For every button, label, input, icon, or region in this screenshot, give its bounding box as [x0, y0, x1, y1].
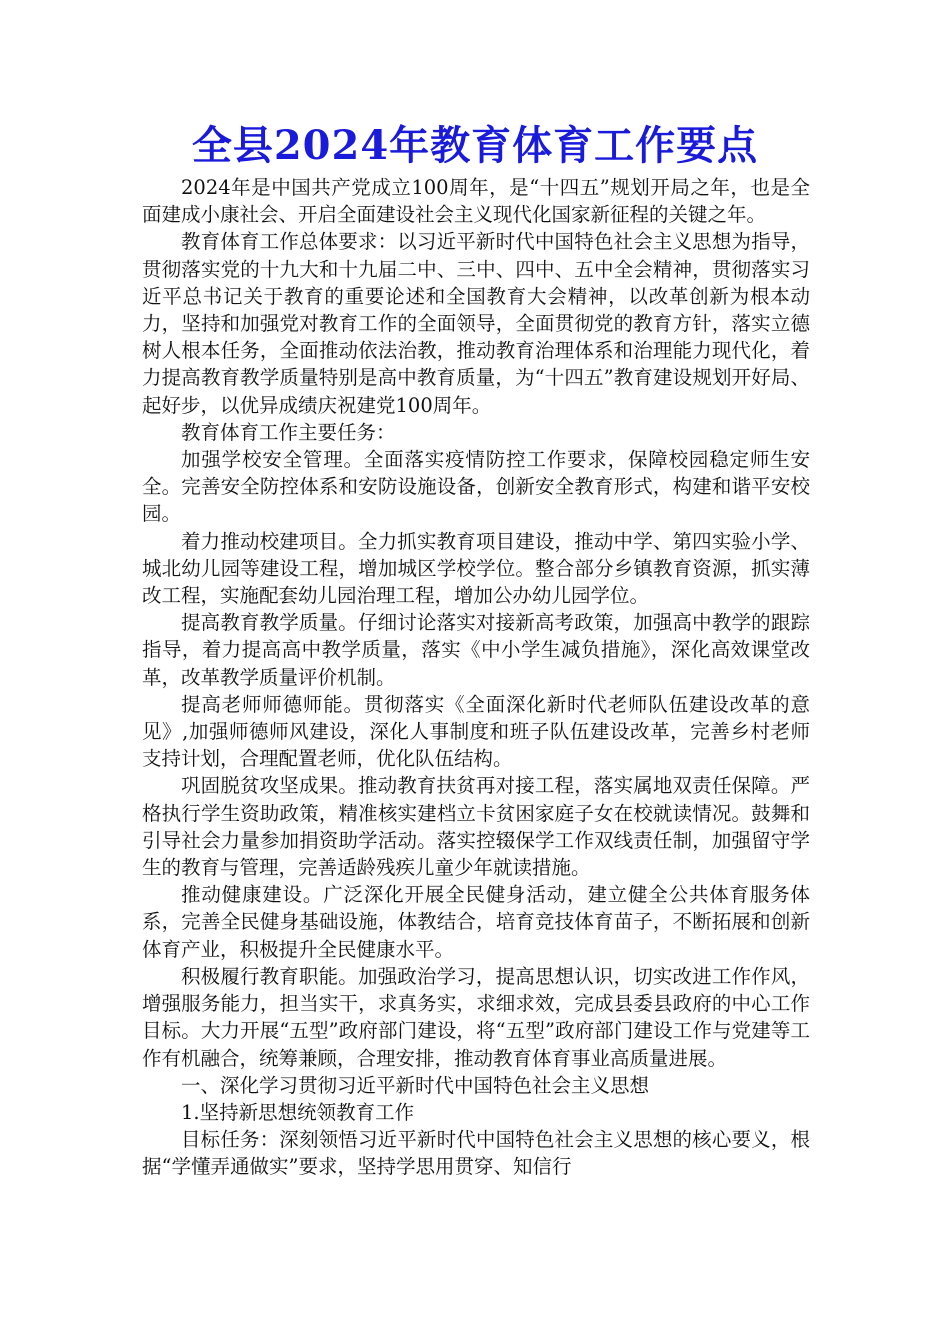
paragraph-target-tasks: 目标任务：深刻领悟习近平新时代中国特色社会主义思想的核心要义，根据“学懂弄通做实”要求，坚持学思用贯穿、知信行 — [142, 1128, 810, 1179]
paragraph-health-building: 推动健康建设。广泛深化开展全民健身活动，建立健全公共体育服务体系，完善全民健身基础设施，体教结合，培育竞技体育苗子，不断拓展和创新体育产业，积极提升全民健康水平。 — [142, 883, 810, 961]
paragraph-overall-requirements: 教育体育工作总体要求：以习近平新时代中国特色社会主义思想为指导，贯彻落实党的十九大和十九届二中、三中、四中、五中全会精神，贯彻落实习近平总书记关于教育的重要论述和全国教育大会精神，以改革创新为根本动力，坚持和加强党对教育工作的全面领导，全面贯彻党的教育方针，落实立德树人根本任务，全面推动依法治教，推动教育治理体系和治理能力现代化，着力提高教育教学质量特别是高中教育质量，为“十四五”教育建设规划开好局、起好步，以优异成绩庆祝建党100周年。 — [142, 230, 810, 417]
paragraph-main-tasks-heading: 教育体育工作主要任务： — [181, 420, 396, 444]
section-heading-1: 一、深化学习贯彻习近平新时代中国特色社会主义思想 — [181, 1073, 650, 1097]
paragraph-school-safety: 加强学校安全管理。全面落实疫情防控工作要求，保障校园稳定师生安全。完善安全防控体系和安防设施设备，创新安全教育形式，构建和谐平安校园。 — [142, 448, 810, 526]
document-body — [142, 174, 810, 1181]
paragraph-poverty-alleviation: 巩固脱贫攻坚成果。推动教育扶贫再对接工程，落实属地双责任保障。严格执行学生资助政策，精准核实建档立卡贫困家庭子女在校就读情况。鼓舞和引导社会力量参加捐资助学活动。落实控辍保学工作双线责任制，加强留守学生的教育与管理，完善适龄残疾儿童少年就读措施。 — [142, 774, 810, 880]
subsection-heading-1-1: 1.坚持新思想统领教育工作 — [181, 1100, 415, 1124]
paragraph-teaching-quality: 提高教育教学质量。仔细讨论落实对接新高考政策，加强高中教学的跟踪指导，着力提高高中教学质量，落实《中小学生减负措施》，深化高效课堂改革，改革教学质量评价机制。 — [142, 611, 810, 689]
paragraph-intro: 2024年是中国共产党成立100周年，是“十四五”规划开局之年，也是全面建成小康社会、开启全面建设社会主义现代化国家新征程的关键之年。 — [142, 176, 810, 227]
document-title: 全县2024年教育体育工作要点 — [191, 122, 759, 169]
paragraph-education-functions: 积极履行教育职能。加强政治学习，提高思想认识，切实改进工作作风，增强服务能力，担当实干，求真务实，求细求效，完成县委县政府的中心工作目标。大力开展“五型”政府部门建设，将“五型”政府部门建设工作与党建等工作有机融合，统筹兼顾，合理安排，推动教育体育事业高质量进展。 — [142, 964, 810, 1070]
paragraph-teacher-ethics: 提高老师师德师能。贯彻落实《全面深化新时代老师队伍建设改革的意见》,加强师德师风建设，深化人事制度和班子队伍建设改革，完善乡村老师支持计划，合理配置老师，优化队伍结构。 — [142, 692, 810, 771]
paragraph-school-construction: 着力推动校建项目。全力抓实教育项目建设，推动中学、第四实验小学、城北幼儿园等建设工程，增加城区学校学位。整合部分乡镇教育资源，抓实薄改工程，实施配套幼儿园治理工程，增加公办幼儿园学位。 — [142, 529, 810, 608]
